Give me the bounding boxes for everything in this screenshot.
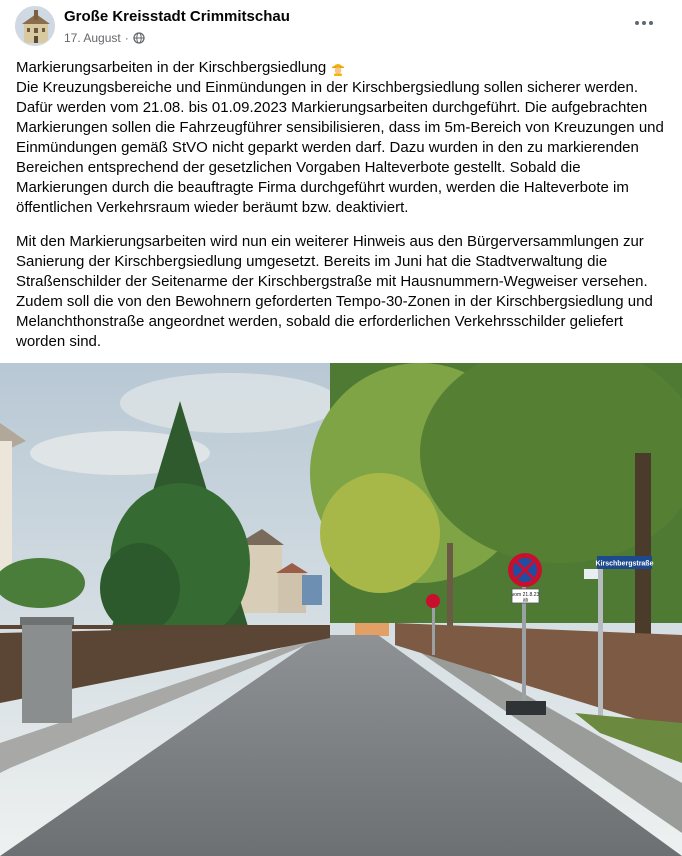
post-meta bbox=[64, 31, 145, 45]
post-text bbox=[16, 58, 666, 352]
street-sign-label: Kirschbergstraße bbox=[595, 560, 654, 568]
more-dot bbox=[649, 21, 653, 25]
street-photo bbox=[0, 363, 682, 856]
post-header bbox=[0, 0, 682, 52]
post-date[interactable]: 17. August bbox=[64, 31, 121, 45]
post-title: Markierungsarbeiten in der Kirschbergsiedlung bbox=[16, 59, 327, 76]
sign-plate-label: vom 21.8.23 bbox=[511, 592, 540, 598]
more-dot bbox=[642, 21, 646, 25]
construction-worker-icon bbox=[330, 60, 346, 76]
post-title-line bbox=[16, 58, 666, 78]
post-paragraph: Die Kreuzungsbereiche und Einmündungen in der Kirschbergsiedlung sollen sicherer werden. Dafür werden vom 21.08. bis 01.09.2023 Markierungsarbeiten durchgeführt. Die aufgebrachten Markierungen sollen die Fahrzeugführer sensibilisieren, dass im 5m-Bereich von Kreuzungen und Einmündungen gemäß StVO nicht geparkt werden darf. Dazu wurden in den zu markierenden Bereichen entsprechend der gesetzlichen Vorgaben Halteverbote gestellt. Sobald die Markierungen durch die beauftragte Firma durchgeführt wurden, werden die Halteverbote im öffentlichen Verkehrsraum wieder beräumt bzw. deaktiviert. bbox=[16, 79, 664, 216]
page-name-link[interactable]: Große Kreisstadt Crimmitschau bbox=[64, 8, 290, 25]
post-paragraph: Mit den Markierungsarbeiten wird nun ein weiterer Hinweis aus den Bürgerversammlungen zur Sanierung der Kirschbergsiedlung umgesetzt. Bereits im Juni hat die Stadtverwaltung die Straßenschilder der Seitenarme der Kirschbergstraße mit Hausnummern-Wegweiser versehen. Zudem soll die von den Bewohnern geforderten Tempo-30-Zonen in der Kirschbergsiedlung und Melanchthonstraße angeordnet werden, sobald die erforderlichen Verkehrsschilder geliefert worden sind. bbox=[16, 233, 653, 350]
page-avatar[interactable] bbox=[15, 6, 55, 46]
town-hall-logo-icon bbox=[16, 7, 55, 46]
meta-separator: · bbox=[124, 31, 129, 45]
more-options-button[interactable] bbox=[626, 8, 662, 38]
globe-icon bbox=[133, 32, 145, 44]
post-photo[interactable] bbox=[0, 363, 682, 856]
more-dots-icon bbox=[635, 21, 639, 25]
sign-plate-label2: ab bbox=[522, 597, 529, 604]
